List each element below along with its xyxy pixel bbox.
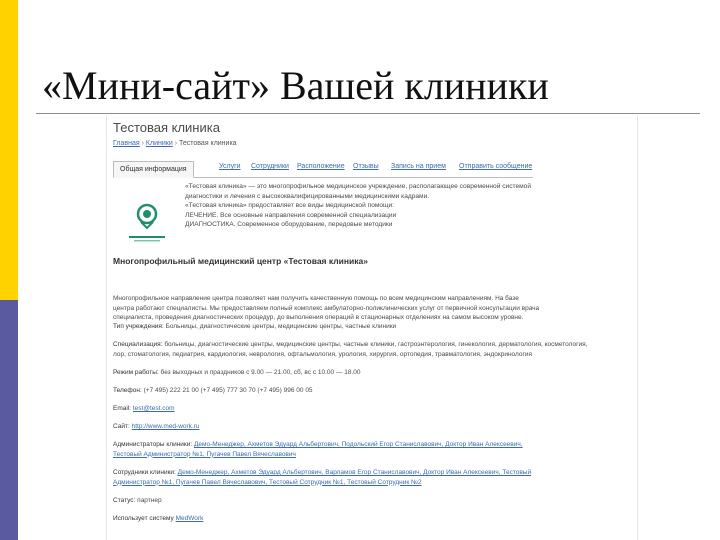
staff-line[interactable]: Демо-Менеджер, Ахметов Эдуард Альбертович, Варламов Егор Станиславович, Доктор Иван Алексеевич, Тестовый [177, 469, 532, 476]
phone [113, 386, 628, 396]
accent-bar-blue [0, 300, 18, 540]
description-line: специалиста, проведения диагностических процедур, до выполнения операций в стационарных отделениях на самом высоком уровне. [113, 314, 524, 321]
description-line: Многопрофильное направление центра позволяет нам получить качественную помощь по всем медицинским направлениям. На базе [113, 295, 519, 302]
title-divider [36, 113, 700, 114]
clinic-tabs [113, 161, 533, 178]
status-label: Статус: [113, 497, 136, 504]
spec-label: Специализация: [113, 341, 163, 348]
hours-label: Режим работы: [113, 369, 159, 376]
type-value: Больницы, диагностические центры, медицинские центры, частные клиники [165, 323, 397, 330]
breadcrumb-separator: › [174, 140, 178, 147]
description-line: центра работают специалисты. Мы предоставляем полный комплекс амбулаторно-поликлинических услуг от первичной консультации врача [113, 304, 540, 312]
type-label: Тип учреждения: [113, 323, 164, 330]
clinic-name: Тестовая клиника [113, 120, 220, 135]
admins-line[interactable]: Тестовый Администратор №1, Пугачев Павел Вячеславович [113, 450, 296, 458]
slide-title: «Мини-сайт» Вашей клиники [42, 63, 549, 108]
intro-line: «Тестовая клиника» предоставляет все виды медицинской помощи: [185, 202, 394, 209]
breadcrumb-clinics[interactable]: Клиники [145, 140, 173, 147]
tab-appointment[interactable]: Запись на прием [391, 163, 446, 170]
intro-line: «Тестовая клиника» — это многопрофильное медицинское учреждение, располагающее современной системой [185, 183, 531, 190]
clinic-description [113, 294, 623, 323]
system-used [113, 514, 628, 524]
website-link[interactable]: http://www.med-work.ru [131, 423, 200, 430]
clinic-logo [117, 190, 177, 250]
email [113, 404, 628, 414]
breadcrumb [113, 140, 237, 147]
staff-line[interactable]: Администратор №1, Пугачев Павел Вячеславович, Тестовый Сотрудник №1, Тестовый Сотрудник №2 [113, 478, 422, 486]
working-hours [113, 368, 628, 378]
admins-label: Администраторы клиники: [113, 441, 193, 448]
email-link[interactable]: test@test.com [132, 405, 175, 412]
tab-services[interactable]: Услуги [219, 163, 241, 170]
email-label: Email: [113, 405, 132, 412]
system-link[interactable]: MedWork [175, 515, 204, 522]
breadcrumb-home[interactable]: Главная [113, 140, 140, 147]
tab-location[interactable]: Расположение [297, 163, 345, 170]
admins-line[interactable]: Демо-Менеджер, Ахметов Эдуард Альбертович, Подольский Егор Станиславович, Доктор Иван Алексеевич, [194, 441, 523, 448]
staff [113, 468, 628, 487]
institution-type [113, 322, 628, 332]
status [113, 496, 628, 506]
clinic-page-screenshot [106, 116, 638, 540]
website [113, 422, 628, 432]
breadcrumb-separator: › [141, 140, 144, 147]
phone-label: Телефон: [113, 387, 142, 394]
tab-general-info[interactable]: Общая информация [113, 161, 194, 178]
intro-line: ЛЕЧЕНИЕ. Все основные направления современной специализации [185, 211, 397, 219]
intro-line: диагностики и лечения с высококвалифицированными медицинскими кадрами. [185, 192, 430, 200]
website-label: Сайт: [113, 423, 130, 430]
specialization [113, 340, 628, 359]
status-value: партнер [137, 497, 162, 504]
phone-value: (+7 495) 222 21 00 (+7 495) 777 30 70 (+7 495) 996 00 05 [143, 387, 313, 394]
breadcrumb-current: Тестовая клиника [178, 140, 237, 147]
staff-label: Сотрудники клиники: [113, 469, 176, 476]
system-label: Использует систему [113, 515, 174, 522]
center-heading: Многопрофильный медицинский центр «Тестовая клиника» [113, 256, 368, 266]
spec-line: лор, стоматология, педиатрия, кардиология, неврология, офтальмология, урология, хирургия, ортопедия, травматология, эндокринология [113, 350, 533, 358]
accent-bar-yellow [0, 0, 18, 300]
tab-reviews[interactable]: Отзывы [353, 163, 379, 170]
hours-value: без выходных и праздников с 9.00 — 21.00, сб, вс с 10.00 — 18.00 [160, 369, 361, 376]
tab-staff[interactable]: Сотрудники [251, 163, 289, 170]
intro-line: ДИАГНОСТИКА. Современное оборудование, передовые методики [185, 221, 393, 228]
spec-line: больницы, диагностические центры, медицинские центры, частные клиники, гастроэнтерология, гинекология, дерматология, косметология, [164, 341, 588, 348]
administrators [113, 440, 628, 459]
clinic-intro [185, 182, 625, 230]
tab-send-message[interactable]: Отправить сообщение [459, 163, 533, 170]
